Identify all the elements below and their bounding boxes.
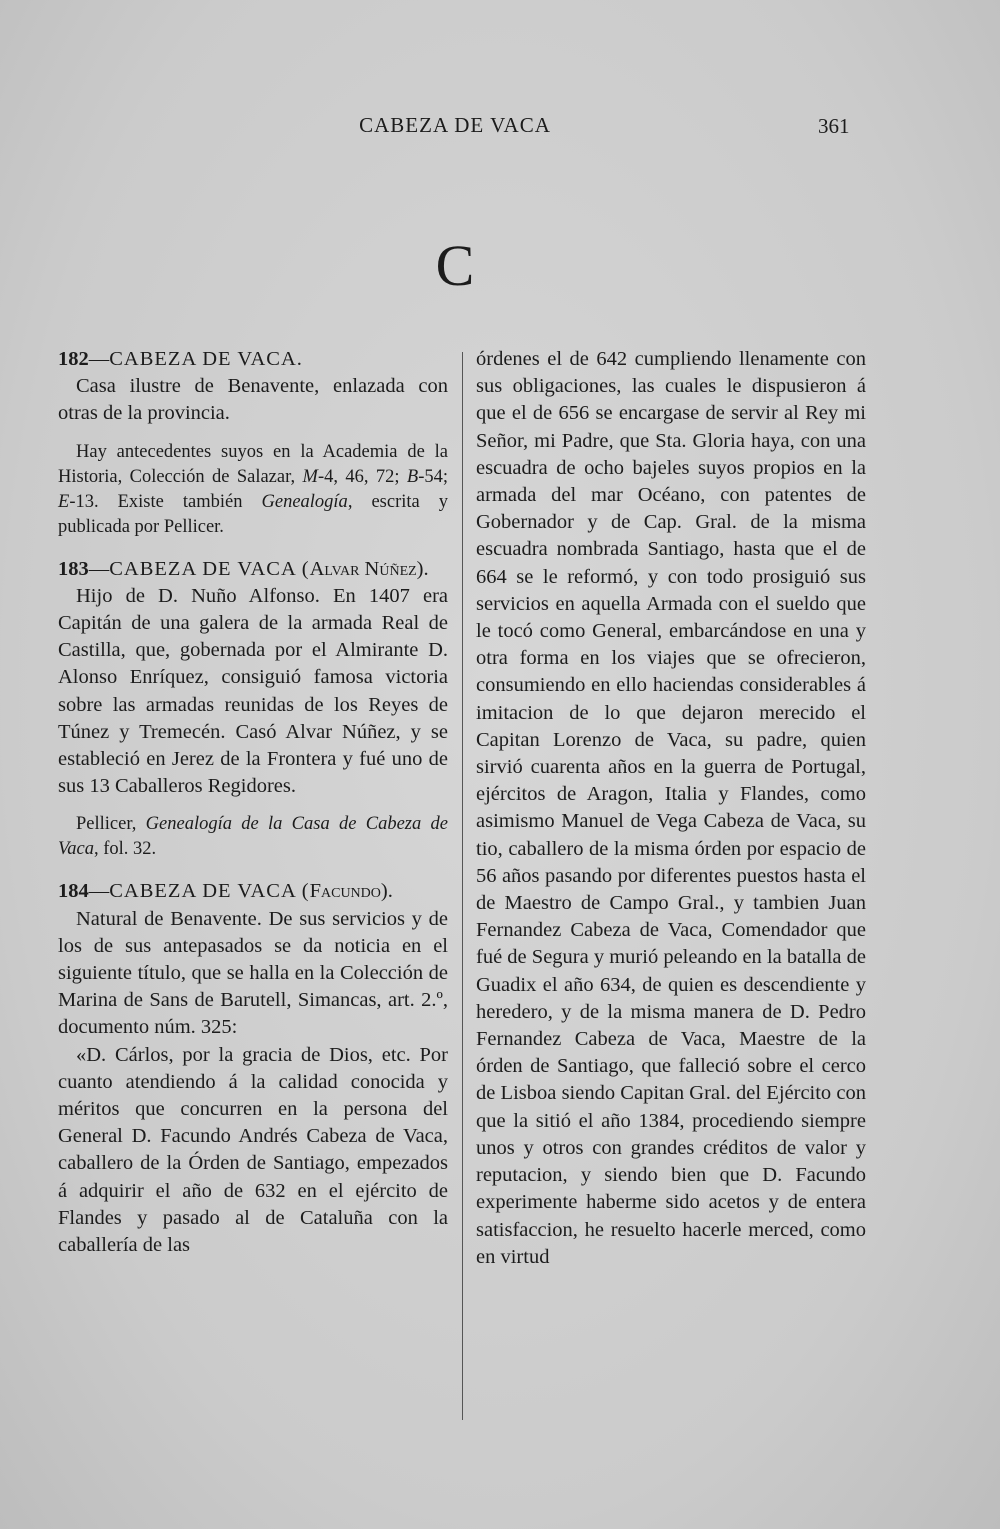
column-divider bbox=[462, 352, 463, 1420]
note-italic: M bbox=[302, 466, 318, 487]
entry-184-body: Natural de Benavente. De sus servicios y de los de sus antepasados se da noticia en el siguiente título, que se halla en la Colección de Marina de Sans de Barutell, Simancas, art. 2.º, documento núm. 325: bbox=[58, 907, 448, 1039]
page-number: 361 bbox=[818, 114, 850, 138]
entry-184-heading bbox=[58, 878, 448, 905]
entry-182-body: Casa ilustre de Benavente, enlazada con otras de la provincia. bbox=[58, 375, 448, 425]
entry-183-body: Hijo de D. Nuño Alfonso. En 1407 era Capitán de una galera de la armada Real de Castilla, que, gobernada por el Almirante D. Alonso Enríquez, consiguió famosa victoria sobre las armadas reunidas de los Reyes de Túnez y Tremecén. Casó Alvar Núñez, y se estableció en Jerez de la Frontera y fué uno de sus 13 Caballeros Regidores. bbox=[58, 584, 448, 798]
note-text: -54; bbox=[418, 466, 448, 487]
entry-182-note bbox=[58, 440, 448, 540]
section-letter: C bbox=[435, 233, 475, 298]
note-italic: Genealogía de la Casa de Cabeza de Vaca bbox=[58, 814, 448, 860]
entry-dash: — bbox=[88, 348, 110, 370]
entry-number: 182 bbox=[58, 348, 89, 370]
right-column bbox=[476, 346, 866, 1271]
entry-subtitle: Facundo). bbox=[309, 880, 393, 903]
entry-dash: — bbox=[88, 557, 110, 580]
entry-dash: — bbox=[88, 880, 110, 903]
note-text: Hay antecedentes suyos en la Academia de la Historia, Colección de Salazar, bbox=[58, 441, 448, 487]
note-text: -13. Existe también bbox=[69, 491, 262, 512]
entry-number: 184 bbox=[58, 880, 89, 903]
entry-183-note bbox=[58, 812, 448, 862]
note-text: , escrita y publicada por Pellicer. bbox=[58, 491, 448, 537]
note-text: -4, 46, 72; bbox=[317, 466, 407, 487]
running-title: CABEZA DE VACA bbox=[359, 113, 551, 137]
note-italic: B bbox=[406, 466, 419, 487]
entry-184-quote-continued: órdenes el de 642 cumpliendo llenamente con sus obligaciones, las cuales le dispusieron á que el de 656 se encargase de servir al Rey mi Señor, mi Padre, que Sta. Gloria haya, con una escuadra de ocho bajeles suyos propios en la armada del mar Océano, con patentes de Gobernador y de Cap. Gral. de la misma escuadra nombrada Santiago, hasta que el de 664 se le reformó, y con todo prosiguió sus servicios en aquella Armada con el sueldo que le tocó como General, embarcándose en una y otra forma en los viajes que se ofrecieron, consumiendo en ello haciendas considerables á imitacion de lo que dejaron merecido el Capitan Lorenzo de Vaca, su padre, quien sirvió cuarenta años en la guerra de Portugal, ejércitos de Aragon, Italia y Flandes, como asimismo Manuel de Vega Cabeza de Vaca, su tio, caballero de la misma órden por espacio de 56 años pasando por diferentes puestos hasta el de Maestro de Campo Gral., y tambien Juan Fernandez Cabeza de Vaca, Comendador que fué de Segura y murió peleando en la batalla de Guadix el año 634, de quien es descendiente y heredero, y de la misma manera de D. Pedro Fernandez Cabeza de Vaca, Maestre de la órden de Santiago, que falleció sobre el cerco de Lisboa siendo Capitan Gral. del Ejército con que la sitió el año 1384, procediendo siempre unos y otros con grandes créditos de valor y reputacion, y siendo bien que D. Facundo experimente haberme sido acetos y de entera satisfaccion, he resuelto hacerle merced, como en virtud bbox=[476, 348, 866, 1268]
entry-number: 183 bbox=[58, 557, 89, 580]
entry-182-heading bbox=[58, 346, 448, 373]
entry-184-quote-start: «D. Cárlos, por la gracia de Dios, etc. Por cuanto atendiendo á la calidad conocida y méritos que concurren en la persona del General D. Facundo Andrés Cabeza de Vaca, caballero de la Órden de Santiago, empezados á adquirir el año de 632 en el ejército de Flandes y pasado al de Cataluña con la caballería de las bbox=[58, 1043, 448, 1257]
note-italic: E bbox=[58, 491, 70, 512]
note-text: , fol. 32. bbox=[93, 839, 157, 860]
entry-title: CABEZA DE VACA. bbox=[109, 348, 303, 370]
note-italic: Genealogía bbox=[261, 491, 348, 512]
left-column bbox=[58, 346, 448, 1259]
note-text: Pellicer, bbox=[76, 814, 146, 835]
entry-title: CABEZA DE VACA ( bbox=[109, 557, 310, 580]
entry-title: CABEZA DE VACA ( bbox=[109, 880, 310, 903]
entry-183-heading bbox=[58, 556, 448, 583]
entry-subtitle: Alvar Núñez). bbox=[309, 557, 429, 580]
